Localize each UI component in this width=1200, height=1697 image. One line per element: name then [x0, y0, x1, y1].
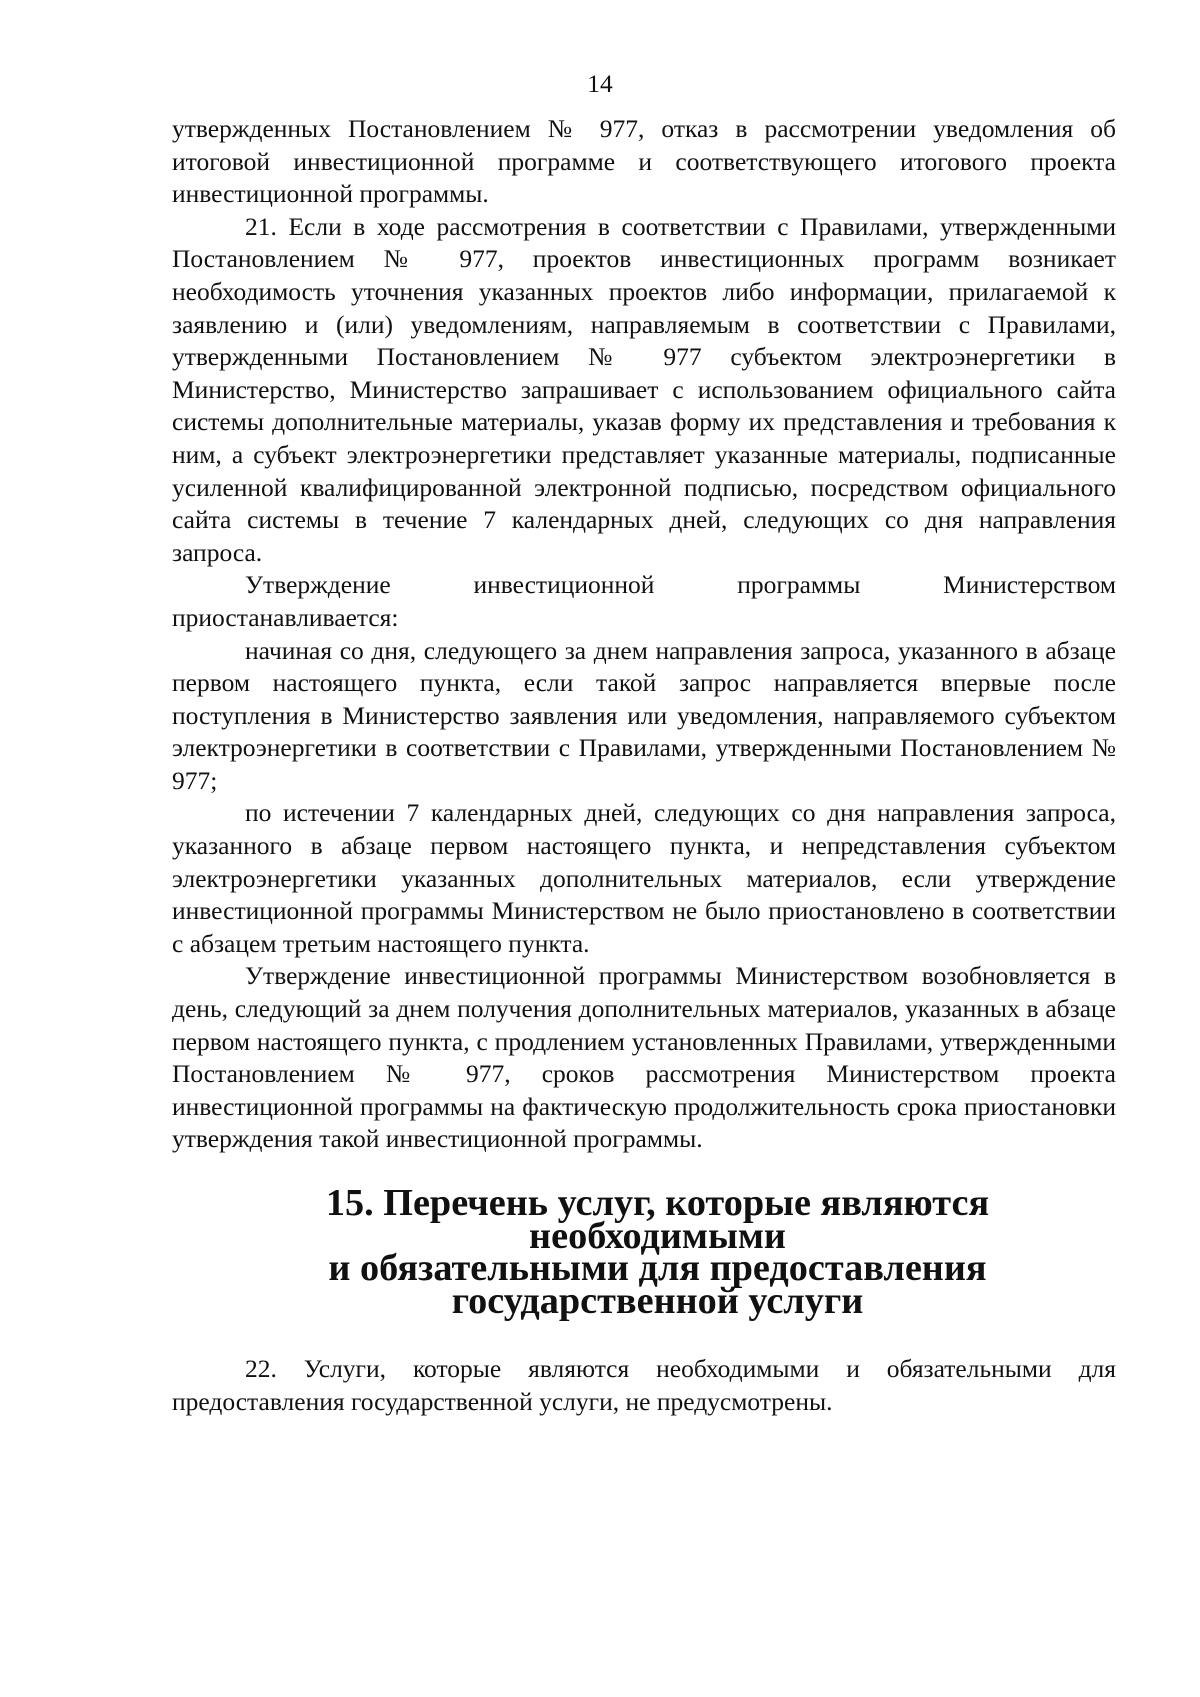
paragraph-item-22: 22. Услуги, которые являются необходимыми и обязательными для предоставления государственной услуги, не предусмотрены.	[172, 1354, 1116, 1416]
document-body	[172, 113, 1116, 1419]
paragraph-item-21: 21. Если в ходе рассмотрения в соответствии с Правилами, утвержденными Постановлением № 977, проектов инвестиционных программ возникает необходимость уточнения указанных проектов либо информации, прилагаемой к заявлению и (или) уведомлениям, направляемым в соответствии с Правилами, утвержденными Постановлением № 977 субъектом электроэнергетики в Министерство, Министерство запрашивает с использованием официального сайта системы дополнительные материалы, указав форму их представления и требования к ним, а субъект электроэнергетики представляет указанные материалы, подписанные усиленной квалифицированной электронной подписью, посредством официального сайта системы в течение 7 календарных дней, следующих со дня направления запроса.	[172, 211, 1116, 567]
paragraph-resumption: Утверждение инвестиционной программы Министерством возобновляется в день, следующий за днем получения дополнительных материалов, указанных в абзаце первом настоящего пункта, с продлением установленных Правилами, утвержденными Постановлением № 977, сроков рассмотрения Министерством проекта инвестиционной программы на фактическую продолжительность срока приостановки утверждения такой инвестиционной программы.	[172, 961, 1116, 1154]
section-heading-line-2: и обязательными для предоставления государственной услуги	[328, 1247, 987, 1322]
paragraph-suspension-intro: Утверждение инвестиционной программы Министерством приостанавливается:	[172, 570, 1116, 632]
paragraph-suspension-case-2: по истечении 7 календарных дней, следующих со дня направления запроса, указанного в абзаце первом настоящего пункта, и непредставления субъектом электроэнергетики указанных дополнительных материалов, если утверждение инвестиционной программы Министерством не было приостановлено в соответствии с абзацем третьим настоящего пункта.	[172, 798, 1116, 958]
page-number: 14	[587, 69, 613, 98]
section-heading-line-1: 15. Перечень услуг, которые являются необходимыми	[325, 1182, 990, 1257]
paragraph-continuation: утвержденных Постановлением № 977, отказ в рассмотрении уведомления об итоговой инвестиционной программе и соответствующего итогового проекта инвестиционной программы.	[172, 114, 1116, 209]
paragraph-suspension-case-1: начиная со дня, следующего за днем направления запроса, указанного в абзаце первом настоящего пункта, если такой запрос направляется впервые после поступления в Министерство заявления или уведомления, направляемого субъектом электроэнергетики в соответствии с Правилами, утвержденными Постановлением № 977;	[172, 635, 1116, 795]
section-heading	[172, 1182, 1116, 1322]
